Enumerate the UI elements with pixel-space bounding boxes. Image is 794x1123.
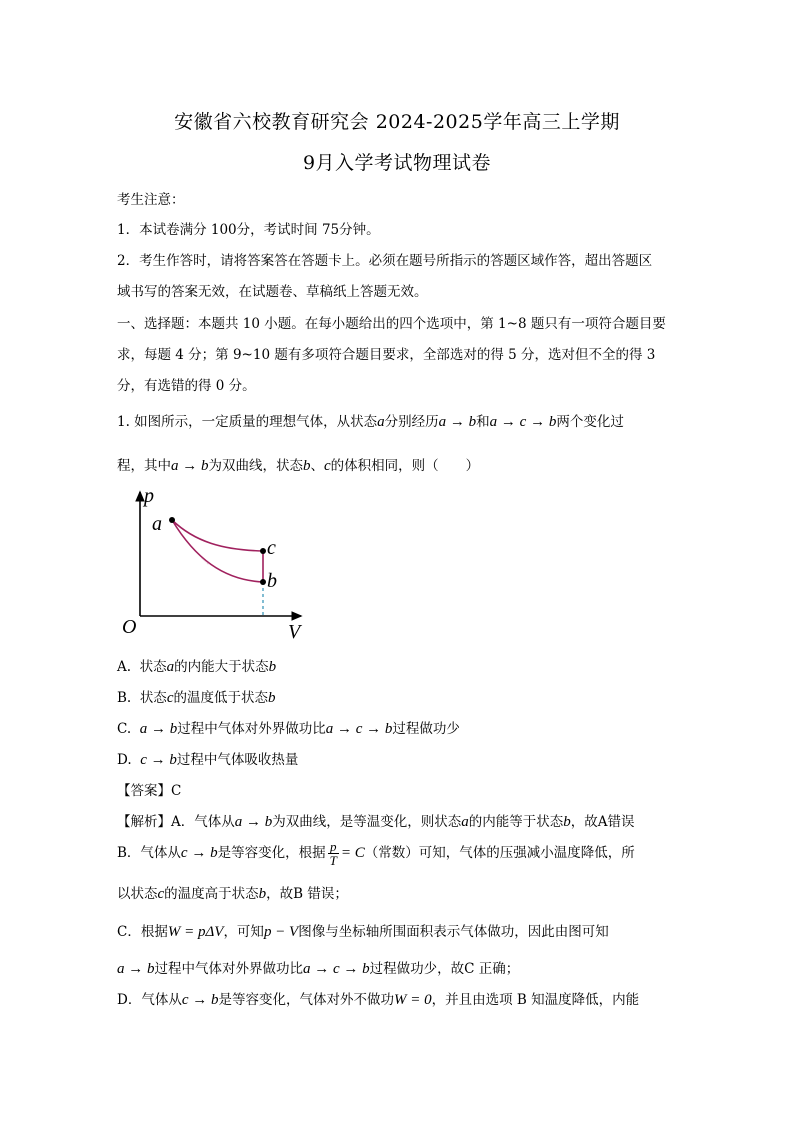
state-a-var: a <box>166 659 175 675</box>
state-a-var: a <box>461 814 469 830</box>
fraction-denominator: T <box>329 853 337 868</box>
analysis-text: D．气体从 <box>117 992 182 1008</box>
section-intro-3: 分，有选错的得 0 分。 <box>117 378 256 394</box>
answer-line: 【答案】C <box>117 783 182 799</box>
analysis-text: 的内能等于状态 <box>468 814 564 830</box>
path-a-c-b: a → c → b <box>303 961 370 977</box>
state-b-var: b <box>258 886 267 902</box>
fraction-p-over-t <box>328 840 339 867</box>
analysis-text: C．根据 <box>117 924 168 940</box>
analysis-text: 过程中气体对外界做功比 <box>154 961 303 977</box>
path-a-b: a → b <box>117 961 155 977</box>
section-intro-1: 一、选择题：本题共 10 小题。在每小题给出的四个选项中，第 1~8 题只有一项符合题目要 <box>117 316 666 332</box>
stem-text: 两个变化过 <box>556 414 624 430</box>
curve-a-c <box>172 520 263 551</box>
path-c-b: c → b <box>140 752 177 768</box>
path-a-b: a → b <box>438 414 477 430</box>
option-text: 状态 <box>139 690 167 706</box>
option-text: 过程中气体对外界做功比 <box>177 721 326 737</box>
state-c-var: c <box>324 458 331 474</box>
analysis-line-6 <box>117 988 639 1009</box>
notice-heading: 考生注意： <box>117 192 185 208</box>
notice-item-1: 1．本试卷满分 100分，考试时间 75分钟。 <box>117 222 380 238</box>
state-c-var: c <box>157 886 165 902</box>
exam-title-line-2: 9月入学考试物理试卷 <box>302 152 492 174</box>
analysis-text: ，并且由选项 B 知温度降低，内能 <box>431 992 640 1008</box>
formula-w-zero: W = 0 <box>394 992 432 1008</box>
option-text: 状态 <box>139 659 167 675</box>
analysis-text: 以状态 <box>117 886 158 902</box>
notice-item-2a: 2．考生作答时，请将答案答在答题卡上。必须在题号所指示的答题区域作答，超出答题区 <box>117 253 653 269</box>
formula-w-pdv: W = pΔV <box>167 924 224 940</box>
origin-label: O <box>122 616 137 638</box>
stem-text: 程，其中 <box>117 458 171 474</box>
stem-text: 为双曲线，状态 <box>208 458 303 474</box>
analysis-text: 图像与坐标轴所围面积表示气体做功，因此由图可知 <box>298 924 609 940</box>
option-c <box>117 717 460 738</box>
option-text: 的内能大于状态 <box>174 659 269 675</box>
equals-c: = C <box>340 845 365 861</box>
state-b-var: b <box>303 458 311 474</box>
point-a-label: a <box>152 513 162 535</box>
section-intro-2: 求，每题 4 分；第 9~10 题有多项符合题目要求，全部选对的得 5 分，选对但不全的得 3 <box>117 347 656 363</box>
stem-text: 和 <box>476 414 490 430</box>
option-b <box>117 686 275 707</box>
option-a <box>117 655 276 676</box>
path-a-c-b: a → c → b <box>489 414 557 430</box>
point-b <box>260 579 266 585</box>
point-a <box>169 517 175 523</box>
analysis-text: 是等容变化，气体对外不做功 <box>218 992 394 1008</box>
question-1-stem-line-2 <box>117 454 479 475</box>
path-a-b: a → b <box>171 458 209 474</box>
option-label: A. <box>117 659 132 675</box>
stem-text: 1. 如图所示，一定质量的理想气体，从状态 <box>117 414 378 430</box>
analysis-line-5 <box>117 957 519 978</box>
path-a-c-b: a → c → b <box>325 721 393 737</box>
analysis-text: 的温度高于状态 <box>164 886 259 902</box>
stem-text: 分别经历 <box>384 414 439 430</box>
v-axis-label: V <box>288 621 301 643</box>
notice-item-2b: 域书写的答案无效，在试题卷、草稿纸上答题无效。 <box>117 284 428 300</box>
path-c-b: c → b <box>180 845 218 861</box>
option-label: C. <box>117 721 132 737</box>
analysis-text: ，故A错误 <box>570 814 635 830</box>
state-b-var: b <box>268 659 277 675</box>
path-a-b: a → b <box>139 721 178 737</box>
analysis-text: ，可知 <box>223 924 264 940</box>
point-b-label: b <box>267 570 277 592</box>
state-a-var: a <box>377 414 385 430</box>
option-label: D. <box>117 752 132 768</box>
analysis-text: ，故B 错误； <box>266 886 348 902</box>
pv-diagram <box>115 480 315 645</box>
analysis-text: 【解析】A．气体从 <box>117 814 235 830</box>
state-b-var: b <box>563 814 571 830</box>
analysis-text: 过程做功少，故C 正确； <box>369 961 520 977</box>
option-text: 过程做功少 <box>392 721 460 737</box>
analysis-line-4 <box>117 920 609 941</box>
option-label: B. <box>117 690 132 706</box>
p-v-label: p − V <box>263 924 299 940</box>
option-text: 过程中气体吸收热量 <box>176 752 299 768</box>
point-c <box>260 548 266 554</box>
analysis-text: （常数）可知，气体的压强减小温度降低，所 <box>364 845 635 861</box>
exam-title-line-1: 安徽省六校教育研究会 2024-2025学年高三上学期 <box>174 111 620 133</box>
state-b-var: b <box>267 690 276 706</box>
path-c-b: c → b <box>181 992 219 1008</box>
analysis-line-3 <box>117 882 348 903</box>
analysis-line-2 <box>117 840 635 867</box>
fraction-numerator: p <box>328 840 339 854</box>
stem-text: 、 <box>310 458 324 474</box>
stem-text: 的体积相同，则（ ） <box>330 458 480 474</box>
p-axis-label: p <box>144 485 154 507</box>
analysis-text: 为双曲线，是等温变化，则状态 <box>272 814 462 830</box>
analysis-text: 是等容变化，根据 <box>217 845 326 861</box>
path-a-b: a → b <box>234 814 273 830</box>
analysis-text: B．气体从 <box>117 845 181 861</box>
analysis-line-1 <box>117 810 635 831</box>
option-text: 的温度低于状态 <box>173 690 268 706</box>
state-c-var: c <box>166 690 174 706</box>
option-d <box>117 748 298 769</box>
point-c-label: c <box>267 537 276 559</box>
question-1-stem-line-1 <box>117 410 624 431</box>
